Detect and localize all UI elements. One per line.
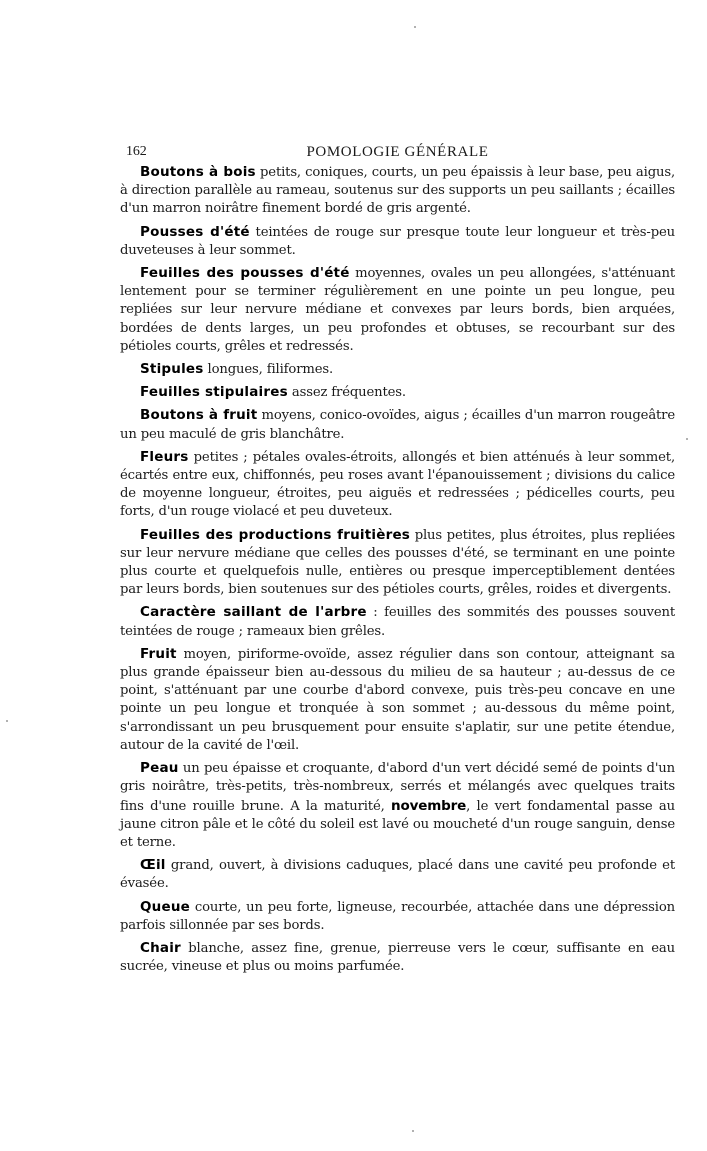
book-page	[120, 141, 675, 980]
paragraph-term: Fleurs	[140, 448, 189, 465]
scan-speck	[686, 438, 688, 440]
paragraph-text: courte, un peu forte, ligneuse, recourbée, attachée dans une dépression parfois sillonnée par ses bords.	[120, 899, 675, 933]
paragraph-peau	[120, 759, 675, 852]
paragraph-stipules	[120, 360, 675, 379]
paragraph-feuilles-productions	[120, 526, 675, 600]
scan-speck	[6, 720, 8, 722]
paragraph-term: Pousses d'été	[140, 223, 250, 240]
paragraph-pousses-d-ete	[120, 223, 675, 260]
paragraph-text: blanche, assez fine, grenue, pierreuse vers le cœur, suffisante en eau sucrée, vineuse et plus ou moins parfumée.	[120, 940, 675, 975]
paragraph-text: : feuilles des sommités des pousses souvent teintées de rouge ; rameaux bien grêles.	[120, 605, 675, 639]
maturity-month: novembre	[390, 797, 467, 814]
paragraph-term: Feuilles des productions fruitières	[140, 526, 411, 543]
paragraph-term: Boutons à fruit	[140, 407, 258, 424]
paragraph-text: moyennes, ovales un peu allongées, s'atténuant lentement pour se terminer régulièrement en une pointe un peu longue, peu repliées sur leur nervure médiane et convexes par leurs bords, bien arquées, bordées de dents larges, un peu profondes et obtuses, se recourbant sur des pétioles courts, grêles et redressés.	[120, 266, 675, 354]
scan-speck	[412, 1130, 414, 1132]
paragraph-chair	[120, 939, 675, 976]
running-title: POMOLOGIE GÉNÉRALE	[306, 144, 489, 160]
paragraph-text: moyen, piriforme-ovoïde, assez régulier dans son contour, atteignant sa plus grande épaisseur bien au-dessous du milieu de sa hauteur ; au-dessus de ce point, s'atténuant par une courbe d'abord convexe, puis très-peu concave en une pointe un peu longue et tronquée à son sommet ; au-dessous du même point, s'arrondissant un peu brusquement pour ensuite s'aplatir, sur une petite étendue, autour de la cavité de l'œil.	[120, 646, 675, 753]
scan-speck	[414, 26, 416, 28]
paragraph-text: plus petites, plus étroites, plus repliées sur leur nervure médiane que celles des pousses d'été, se terminant en une pointe plus courte et quelquefois nulle, entières ou presque imperceptiblement dentées par leurs bords, bien soutenues sur des pétioles courts, grêles, roides et divergents.	[120, 527, 676, 598]
paragraph-text: petits, coniques, courts, un peu épaissis à leur base, peu aigus, à direction parallèle au rameau, soutenus sur des supports un peu saillants ; écailles d'un marron noirâtre finement bordé de gris argenté.	[120, 165, 675, 217]
paragraph-term: Peau	[140, 760, 179, 777]
paragraph-fruit	[120, 645, 675, 755]
paragraph-text: petites ; pétales ovales-étroits, allongés et bien atténués à leur sommet, écartés entre eux, chiffonnés, peu roses avant l'épanouissement ; divisions du calice de moyenne longueur, étroites, peu aiguës et redressées ; pédicelles courts, peu forts, d'un rouge violacé et peu duveteux.	[120, 449, 675, 520]
paragraph-text-after: , le vert fondamental passe au jaune citron pâle et le côté du soleil est lavé ou moucheté d'un rouge sanguin, dense et terne.	[120, 798, 675, 850]
paragraph-term: Queue	[140, 898, 191, 915]
paragraph-text: assez fréquentes.	[287, 385, 406, 401]
paragraph-text: longues, filiformes.	[203, 362, 334, 378]
paragraph-text: teintées de rouge sur presque toute leur longueur et très-peu duveteuses à leur sommet.	[120, 224, 676, 258]
paragraph-boutons-a-bois	[120, 163, 675, 219]
paragraph-term: Stipules	[140, 361, 204, 378]
paragraph-term: Feuilles stipulaires	[140, 384, 288, 401]
paragraph-queue	[120, 898, 675, 935]
paragraph-boutons-a-fruit	[120, 406, 675, 443]
page-header	[120, 141, 675, 163]
paragraph-fleurs	[120, 448, 675, 522]
page-number: 162	[126, 144, 147, 159]
paragraph-text: grand, ouvert, à divisions caduques, placé dans une cavité peu profonde et évasée.	[120, 858, 675, 892]
paragraph-term: Boutons à bois	[140, 164, 256, 180]
paragraph-term: Œil	[140, 857, 166, 874]
paragraph-term: Chair	[140, 939, 181, 956]
paragraph-term: Fruit	[140, 645, 177, 662]
paragraph-text: un peu épaisse et croquante, d'abord d'un vert décidé semé de points d'un gris noirâtre, très-petits, très-nombreux, serrés et mélangés avec quelques traits fins d'une rouille brune. A la maturité,	[120, 761, 675, 814]
paragraph-feuilles-des-pousses	[120, 264, 675, 356]
paragraph-text: moyens, conico-ovoïdes, aigus ; écailles d'un marron rougeâtre un peu maculé de gris blanchâtre.	[120, 408, 675, 442]
paragraph-oeil	[120, 856, 675, 893]
paragraph-feuilles-stipulaires	[120, 383, 675, 402]
paragraph-caractere-saillant	[120, 603, 675, 640]
paragraph-term: Caractère saillant de l'arbre	[140, 604, 367, 621]
paragraph-term: Feuilles des pousses d'été	[140, 265, 350, 282]
